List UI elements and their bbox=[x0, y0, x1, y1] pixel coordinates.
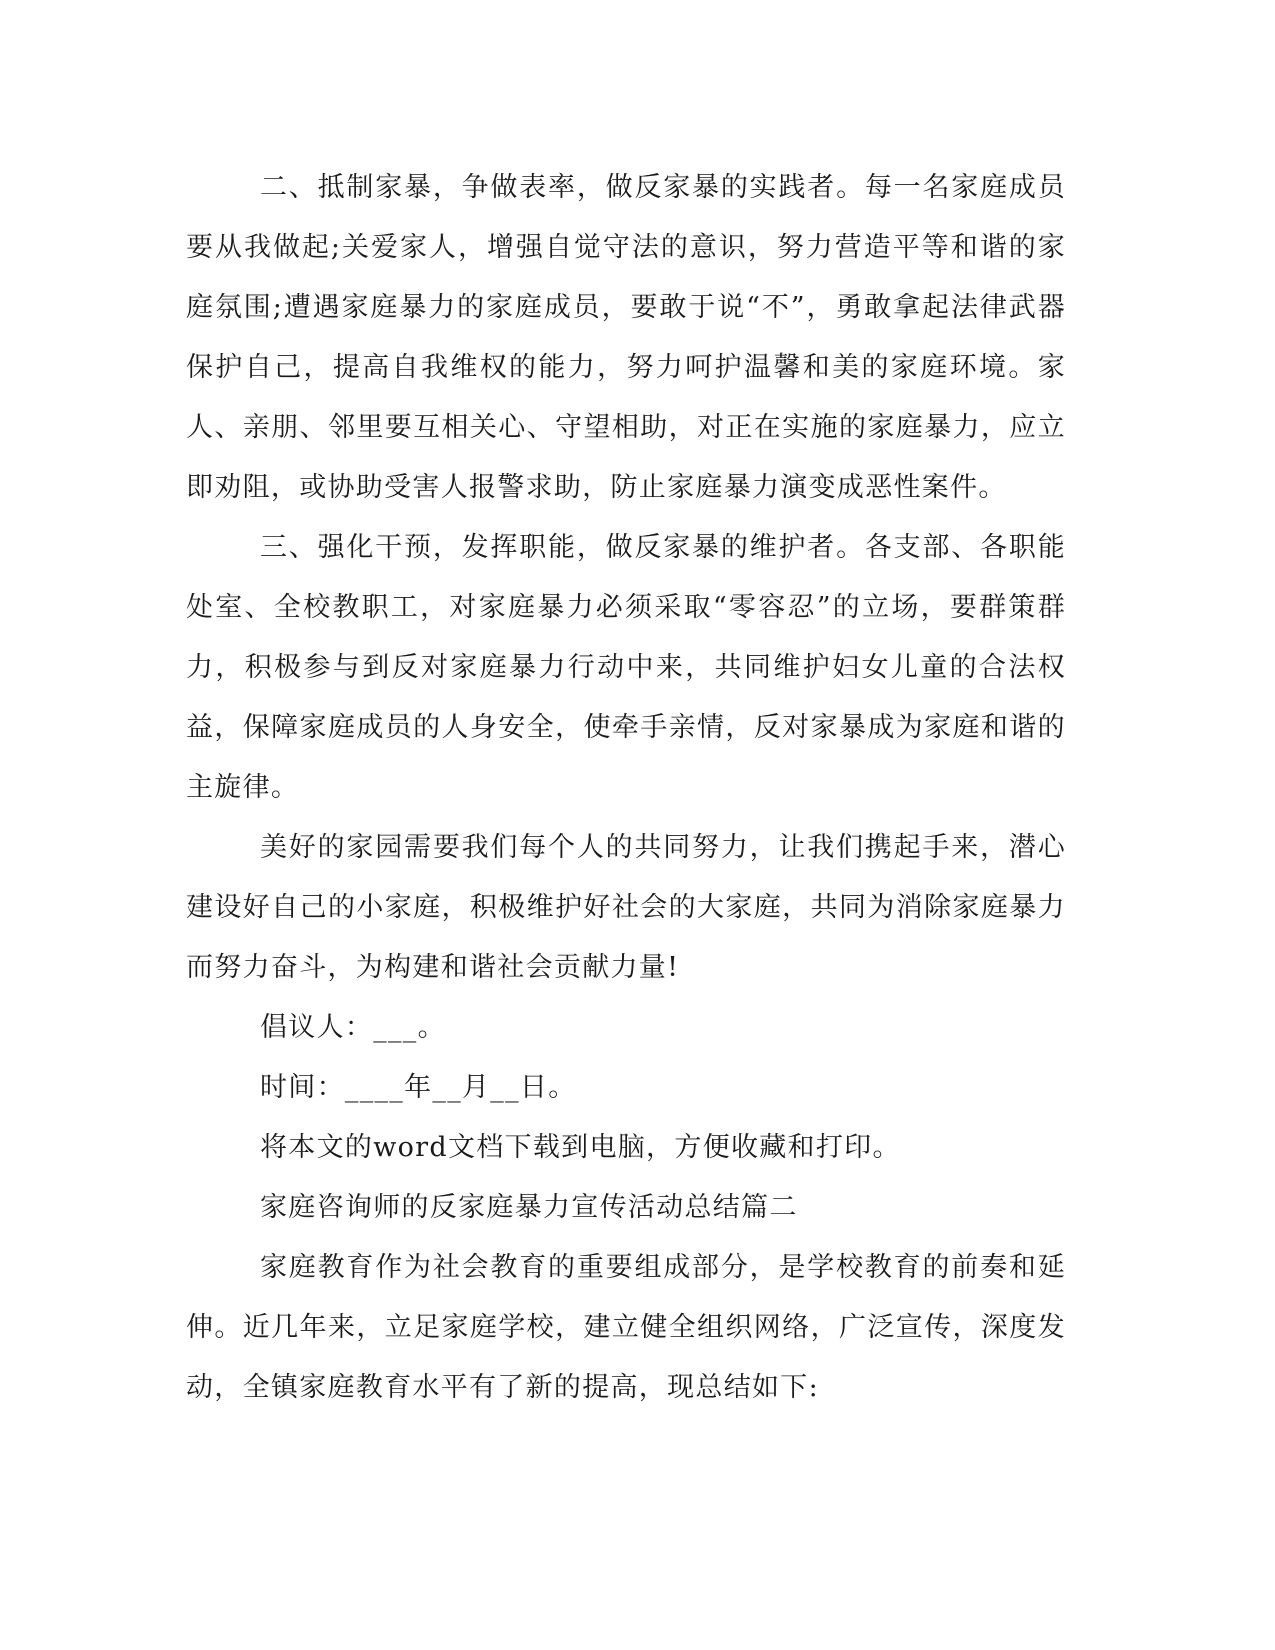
initiator-line: 倡议人：___。 bbox=[260, 1012, 446, 1043]
section-heading: 家庭咨询师的反家庭暴力宣传活动总结篇二 bbox=[260, 1192, 798, 1223]
paragraph-intervention: 三、强化干预，发挥职能，做反家暴的维护者。各支部、各职能处室、全校教职工，对家庭暴力必须采取“零容忍”的立场，要群策群力，积极参与到反对家庭暴力行动中来，共同维护妇女儿童的合法权益，保障家庭成员的人身安全，使牵手亲情，反对家暴成为家庭和谐的主旋律。 bbox=[186, 532, 1066, 803]
download-note: 将本文的word文档下载到电脑，方便收藏和打印。 bbox=[260, 1132, 901, 1163]
document-body bbox=[186, 158, 1066, 1418]
paragraph-family-education: 家庭教育作为社会教育的重要组成部分，是学校教育的前奏和延伸。近几年来，立足家庭学校，建立健全组织网络，广泛宣传，深度发动，全镇家庭教育水平有了新的提高，现总结如下: bbox=[186, 1252, 1066, 1403]
paragraph-practice: 二、抵制家暴，争做表率，做反家暴的实践者。每一名家庭成员要从我做起;关爱家人，增强自觉守法的意识，努力营造平等和谐的家庭氛围;遭遇家庭暴力的家庭成员，要敢于说“不”，勇敢拿起法律武器保护自己，提高自我维权的能力，努力呵护温馨和美的家庭环境。家人、亲朋、邻里要互相关心、守望相助，对正在实施的家庭暴力，应立即劝阻，或协助受害人报警求助，防止家庭暴力演变成恶性案件。 bbox=[186, 172, 1066, 503]
paragraph-closing: 美好的家园需要我们每个人的共同努力，让我们携起手来，潜心建设好自己的小家庭，积极维护好社会的大家庭，共同为消除家庭暴力而努力奋斗，为构建和谐社会贡献力量! bbox=[186, 832, 1066, 983]
date-line: 时间：____年__月__日。 bbox=[260, 1072, 577, 1103]
